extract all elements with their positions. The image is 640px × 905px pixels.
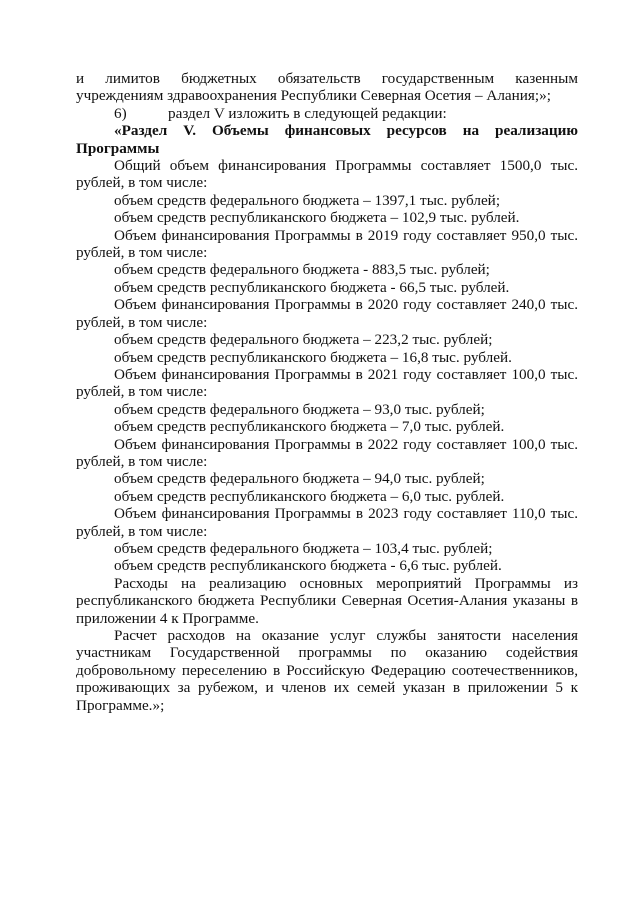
paragraph-line: Объем финансирования Программы в 2021 году составляет 100,0 тыс.: [114, 365, 578, 383]
paragraph-line: рублей, в том числе:: [76, 244, 208, 262]
paragraph-line: объем средств федерального бюджета – 1397,1 тыс. рублей;: [114, 191, 501, 209]
paragraph-line: объем средств федерального бюджета – 103,4 тыс. рублей;: [114, 539, 493, 557]
paragraph-line: Объем финансирования Программы в 2023 году составляет 110,0 тыс.: [114, 505, 578, 523]
paragraph-line: приложении 4 к Программе.: [76, 609, 259, 627]
paragraph-line: объем средств федерального бюджета - 883,5 тыс. рублей;: [114, 261, 490, 279]
list-item-number: 6): [114, 104, 127, 122]
list-item-text: раздел V изложить в следующей редакции:: [168, 104, 447, 122]
paragraph-line: Объем финансирования Программы в 2022 году составляет 100,0 тыс.: [114, 435, 578, 453]
paragraph-line: объем средств федерального бюджета – 94,0 тыс. рублей;: [114, 470, 485, 488]
section-heading-continued: Программы: [76, 139, 160, 157]
paragraph-line: объем средств республиканского бюджета – 16,8 тыс. рублей.: [114, 348, 512, 366]
paragraph-line: объем средств республиканского бюджета - 6,6 тыс. рублей.: [114, 557, 502, 575]
paragraph-line: рублей, в том числе:: [76, 313, 208, 331]
paragraph-line: объем средств федерального бюджета – 93,0 тыс. рублей;: [114, 400, 485, 418]
paragraph-line: рублей, в том числе:: [76, 452, 208, 470]
text-line: и лимитов бюджетных обязательств государственным казенным: [76, 70, 578, 87]
paragraph-line: объем средств республиканского бюджета - 66,5 тыс. рублей.: [114, 278, 510, 296]
text-line: учреждениям здравоохранения Республики Северная Осетия – Алания;»;: [76, 87, 551, 105]
paragraph-line: Объем финансирования Программы в 2020 году составляет 240,0 тыс.: [114, 296, 578, 314]
section-heading: «Раздел V. Объемы финансовых ресурсов на реализацию: [114, 122, 578, 140]
paragraph-line: объем средств республиканского бюджета – 102,9 тыс. рублей.: [114, 209, 520, 227]
document-page: [76, 70, 578, 714]
paragraph-line: рублей, в том числе:: [76, 383, 208, 401]
list-item-6: [76, 105, 578, 122]
paragraph-line: добровольному переселению в Российскую Федерацию соотечественников,: [76, 661, 578, 679]
paragraph-line: объем средств республиканского бюджета – 6,0 тыс. рублей.: [114, 487, 505, 505]
paragraph-line: Расчет расходов на оказание услуг службы занятости населения: [114, 627, 578, 644]
paragraph-line: Общий объем финансирования Программы составляет 1500,0 тыс.: [114, 157, 578, 175]
paragraph-line: объем средств республиканского бюджета – 7,0 тыс. рублей.: [114, 418, 505, 436]
paragraph-line: участникам Государственной программы по оказанию содействия: [76, 644, 578, 662]
paragraph-line: объем средств федерального бюджета – 223,2 тыс. рублей;: [114, 331, 493, 349]
paragraph-line: проживающих за рубежом, и членов их семей указан в приложении 5 к: [76, 679, 578, 697]
paragraph-line: Расходы на реализацию основных мероприятий Программы из: [114, 574, 578, 592]
paragraph-line: Программе.»;: [76, 696, 165, 714]
paragraph-line: республиканского бюджета Республики Северная Осетия-Алания указаны в: [76, 592, 578, 610]
paragraph-line: Объем финансирования Программы в 2019 году составляет 950,0 тыс.: [114, 226, 578, 244]
paragraph-line: рублей, в том числе:: [76, 522, 208, 540]
paragraph-line: рублей, в том числе:: [76, 174, 208, 192]
